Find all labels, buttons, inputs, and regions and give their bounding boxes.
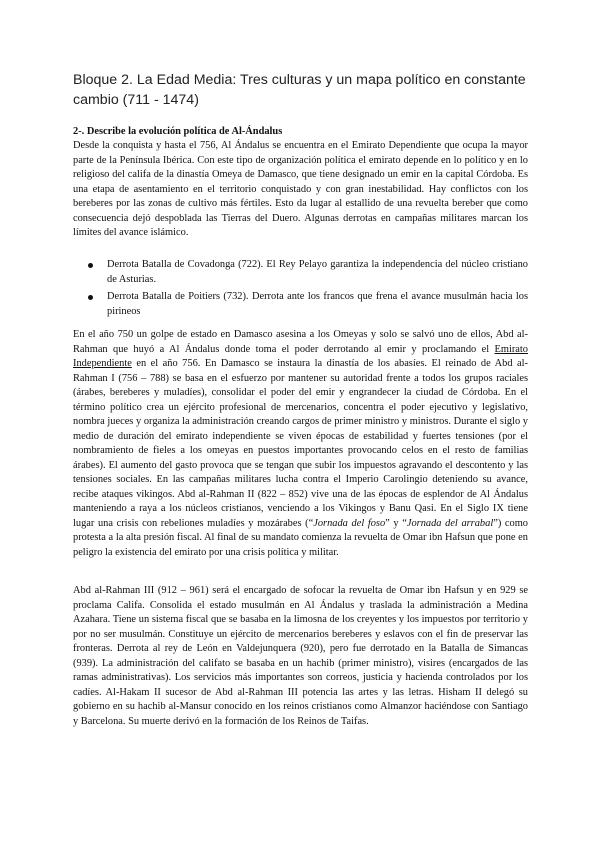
paragraph-emirato-independiente bbox=[73, 328, 528, 560]
paragraph-text: ”) como protesta a la alta presión fiscal. Al final de su mandato comienza la revuelta de Omar ibn Hafsun que pone en peligro la existencia del emirato por una crisis política y militar. bbox=[73, 517, 528, 558]
bullet-dot-icon bbox=[88, 263, 93, 268]
list-item-text: Derrota Batalla de Covadonga (722). El Rey Pelayo garantiza la independencia del núcleo cristiano de Asturias. bbox=[107, 259, 528, 285]
list-item bbox=[73, 290, 528, 319]
list-item bbox=[73, 258, 528, 287]
section-heading: 2-. Describe la evolución política de Al-Ándalus bbox=[73, 126, 283, 137]
battles-list bbox=[73, 258, 528, 322]
paragraph-text: ” y “ bbox=[385, 517, 407, 529]
paragraph-text: en el año 756. En Damasco se instaura la dinastía de los abasíes. El reinado de Abd al-Rahman I (756 – 788) se basa en el esfuerzo por mantener su autoridad frente a todos los grupos raciales (árabes, bereberes y muladíes), consolidar el poder del emir y engrandecer la ciudad de Córdoba. En el término político crea un ejército profesional de mercenarios, concentra el poder ejecutivo y legislativo, nombra jueces y organiza la administración creando cargos de primer ministro y ministros. Durante el siglo y medio de duración del emirato independiente se viven épocas de estabilidad y fuertes tensiones (por el nombramiento de fieles a los omeyas en puestos importantes provocando celos en el resto de familias árabes). El aumento del gasto provoca que se tengan que subir los impuestos agravando el descontento y las tensiones sociales. En las campañas militares lucha contra el Imperio Carolingio deteniendo su avance, recibe ataques vikingos. Abd al-Rahman II (822 – 852) vive una de las épocas de esplendor de Al Ándalus manteniendo a raya a los núcleos cristianos, venciendo a los Vikingos y Banu Qasi. En el Siglo IX tiene lugar una crisis con rebeliones muladíes y mozárabes (“ bbox=[73, 358, 528, 529]
list-item-text: Derrota Batalla de Poitiers (732). Derrota ante los francos que frena el avance musulmán hacia los pirineos bbox=[107, 291, 528, 317]
bullet-dot-icon bbox=[88, 295, 93, 300]
paragraph-califato: Abd al-Rahman III (912 – 961) será el encargado de sofocar la revuelta de Omar ibn Hafsun y en 929 se proclama Califa. Consolida el estado musulmán en Al Ándalus y traslada la administración a Medina Azahara. Tiene un sistema fiscal que se basaba en la limosna de los creyentes y los impuestos por territorio y por no ser musulmán. Constituye un ejército de mercenarios bereberes y eslavos con el fin de preservar las fronteras. Derrota al rey de León en Valdejunquera (920), pero fue derrotado en la Batalla de Simancas (939). La administración del califato se basaba en un hachib (primer ministro), visires (encargados de las ramas administrativas). Los servicios más importantes son correos, justicia y hacienda controlados por los cadíes. Al-Hakam II sucesor de Abd al-Rahman III potencia las artes y las letras. Hisham II delegó su gobierno en su hachib al-Mansur conocido en los reinos cristianos como Almanzor haciéndose con Santiago y Barcelona. Su muerte derivó en la formación de los Reinos de Taifas. bbox=[73, 585, 528, 727]
jornada-del-arrabal-term: Jornada del arrabal bbox=[406, 517, 494, 529]
jornada-del-foso-term: Jornada del foso bbox=[313, 517, 386, 529]
paragraph-emirato-dependiente: Desde la conquista y hasta el 756, Al Ándalus se encuentra en el Emirato Dependiente que ocupa la mayor parte de la Península Ibérica. Con este tipo de organización política el emirato depende en lo político y en lo religioso del califa de la dinastía Omeya de Damasco, que tiene designado un emir en la capital Córdoba. Es una etapa de asentamiento en el territorio conquistado y con gran inestabilidad. Hay conflictos con los bereberes por las zonas de cultivo más fértiles. Esto da lugar al estallido de una revuelta bereber que como consecuencia dejó despoblada las Tierras del Duero. Algunas derrotas en campañas militares marcan los límites del avance islámico. bbox=[73, 140, 528, 238]
emirato-independiente-term: Emirato Independiente bbox=[73, 343, 528, 369]
document-title: Bloque 2. La Edad Media: Tres culturas y un mapa político en constante cambio (711 - 1474) bbox=[73, 72, 526, 108]
paragraph-text: En el año 750 un golpe de estado en Damasco asesina a los Omeyas y solo se salvó uno de ellos, Abd al-Rahman que huyó a Al Ándalus donde toma el poder derrotando al emir y proclamando el bbox=[73, 329, 528, 355]
